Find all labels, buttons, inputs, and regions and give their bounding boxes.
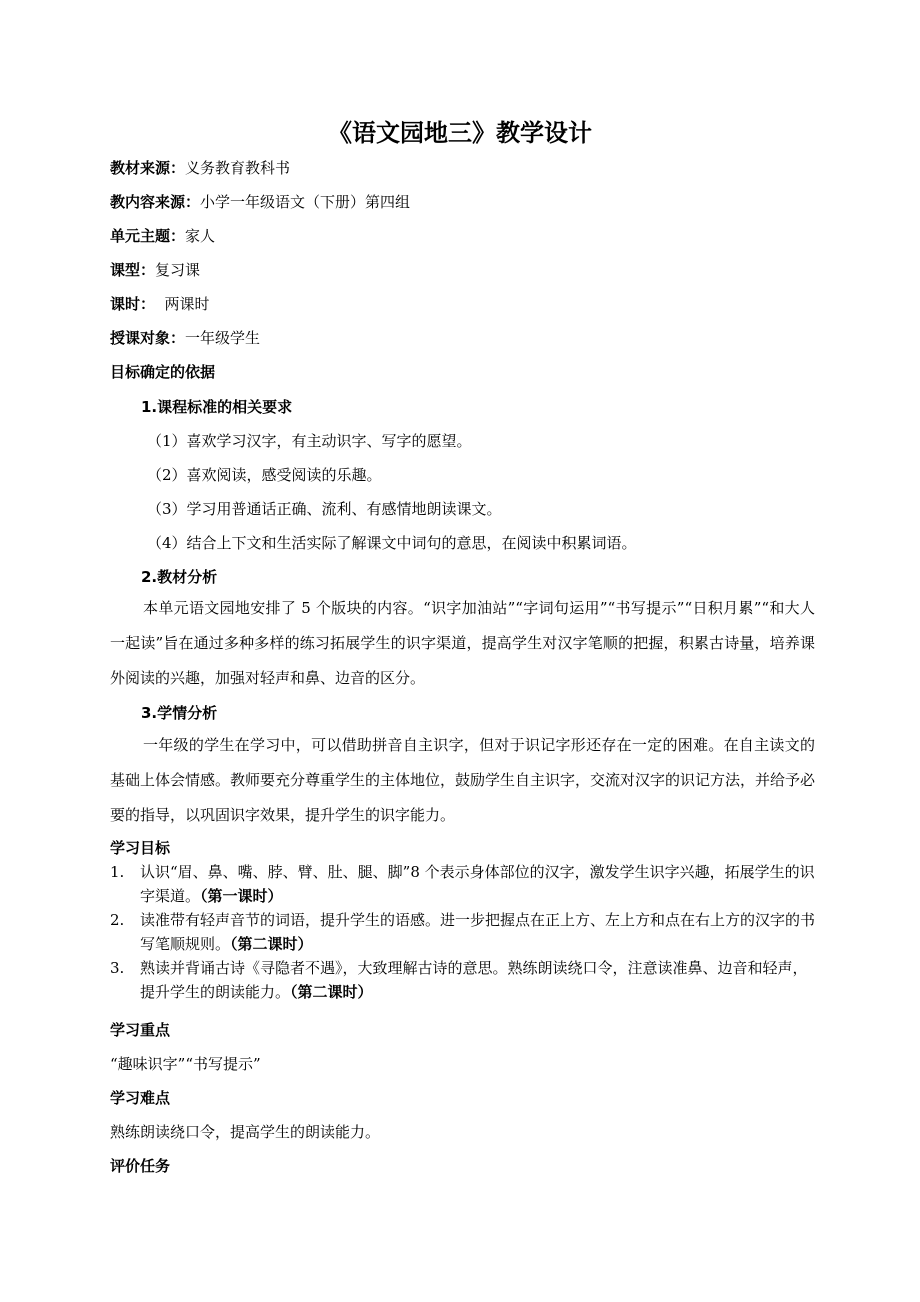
goal-period-tag: （第一课时） (200, 887, 283, 905)
meta-label: 授课对象： (110, 329, 186, 347)
goal-text: 熟读并背诵古诗《寻隐者不遇》，大致理解古诗的意思。熟练朗读绕口令，注意读准鼻、边音和轻声，提升学生的朗读能力。 (140, 959, 808, 1001)
learning-difficulty-heading: 学习难点 (110, 1089, 171, 1107)
learning-difficulty-text: 熟练朗读绕口令，提高学生的朗读能力。 (110, 1123, 381, 1141)
meta-row-audience (110, 327, 260, 348)
goal-number: 1. (110, 863, 125, 881)
learning-goals-list (110, 860, 815, 1004)
goal-period-tag: （第二课时） (230, 935, 313, 953)
goal-text: 认识“眉、鼻、嘴、脖、臂、肚、腿、脚”8 个表示身体部位的汉字，激发学生识字兴趣，拓展学生的识字渠道。 (140, 863, 815, 905)
meta-value: 两课时 (155, 295, 210, 313)
meta-label: 课型： (110, 261, 156, 279)
evaluation-heading: 评价任务 (110, 1157, 171, 1175)
meta-value: 义务教育教科书 (185, 159, 291, 177)
meta-row-source (110, 157, 290, 178)
meta-label: 课时： (110, 295, 156, 313)
basis-heading: 目标确定的依据 (110, 363, 216, 381)
standard-item: （2）喜欢阅读，感受阅读的乐趣。 (147, 466, 382, 484)
meta-row-unit-theme (110, 225, 215, 246)
goal-item (110, 860, 815, 908)
meta-label: 教材来源： (110, 159, 186, 177)
student-analysis-text: 一年级的学生在学习中，可以借助拼音自主识字，但对于识记字形还存在一定的困难。在自主读文的基础上体会情感。教师要充分尊重学生的主体地位，鼓励学生自主识字，交流对汉字的识记方法，并给予必要的指导，以巩固识字效果，提升学生的识字能力。 (110, 736, 816, 824)
meta-row-content-source (110, 191, 410, 212)
goal-number: 3. (110, 959, 125, 977)
learning-focus-heading: 学习重点 (110, 1021, 171, 1039)
textbook-analysis-text: 本单元语文园地安排了 5 个版块的内容。“识字加油站”“字词句运用”“书写提示”“日积月累”“和大人一起读”旨在通过多种多样的练习拓展学生的识字渠道，提高学生对汉字笔顺的把握，积累古诗量，培养课外阅读的兴趣，加强对轻声和鼻、边音的区分。 (110, 599, 815, 687)
learning-goals-heading: 学习目标 (110, 839, 171, 857)
goal-item (110, 908, 815, 956)
meta-row-periods (110, 293, 210, 314)
meta-value: 家人 (185, 227, 216, 245)
meta-value: 小学一年级语文（下册）第四组 (200, 193, 411, 211)
goal-item (110, 956, 815, 1004)
standard-item: （3）学习用普通话正确、流利、有感情地朗读课文。 (147, 500, 502, 518)
learning-focus-text: “趣味识字”“书写提示” (110, 1055, 261, 1073)
document-title: 《语文园地三》教学设计 (328, 119, 592, 147)
curriculum-standard-heading: 1.课程标准的相关要求 (141, 398, 293, 416)
standard-item: （4）结合上下文和生活实际了解课文中词句的意思，在阅读中积累词语。 (147, 534, 637, 552)
standard-item: （1）喜欢学习汉字，有主动识字、写字的愿望。 (147, 432, 472, 450)
student-analysis-heading: 3.学情分析 (141, 704, 218, 722)
meta-row-lesson-type (110, 259, 200, 280)
meta-label: 教内容来源： (110, 193, 201, 211)
goal-number: 2. (110, 911, 125, 929)
meta-value: 复习课 (155, 261, 201, 279)
goal-period-tag: （第二课时） (290, 983, 373, 1001)
meta-label: 单元主题： (110, 227, 186, 245)
goal-text: 读准带有轻声音节的词语，提升学生的语感。进一步把握点在正上方、左上方和点在右上方的汉字的书写笔顺规则。 (140, 911, 816, 953)
textbook-analysis-heading: 2.教材分析 (141, 568, 218, 586)
meta-value: 一年级学生 (185, 329, 261, 347)
